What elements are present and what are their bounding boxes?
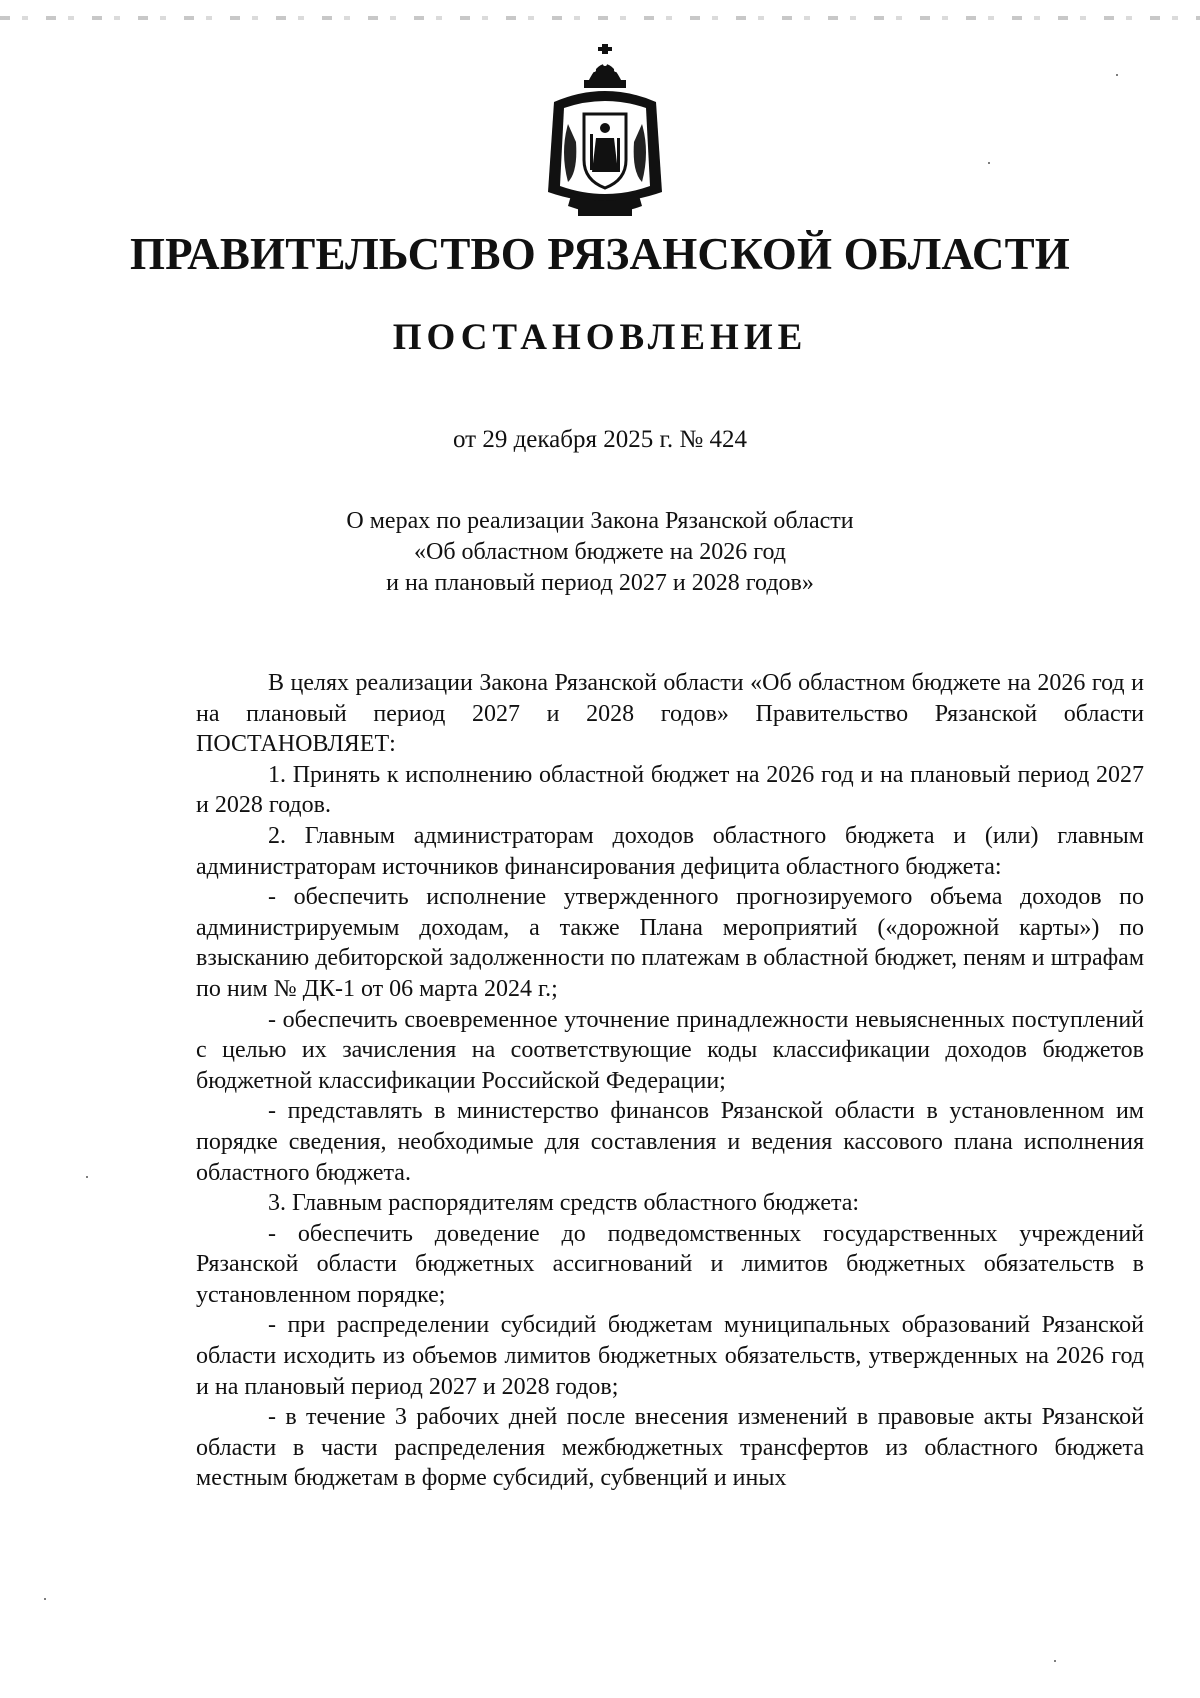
body-paragraph: - представлять в министерство финансов Рязанской области в установленном им порядке сведения, необходимые для составления и ведения кассового плана исполнения областного бюджета. (196, 1098, 1144, 1186)
scan-speck (86, 1176, 88, 1178)
document-subject (0, 506, 1200, 599)
scan-speck (44, 1598, 46, 1600)
body-paragraph: - обеспечить своевременное уточнение принадлежности невыясненных поступлений с целью их зачисления на соответствующие коды классификации доходов бюджетов бюджетной классификации Российской Федерации; (196, 1006, 1144, 1094)
subject-line: О мерах по реализации Закона Рязанской области (346, 508, 854, 534)
body-paragraph: - обеспечить исполнение утвержденного прогнозируемого объема доходов по администрируемым доходам, а также Плана мероприятий («дорожной карты») по взысканию дебиторской задолженности по платежам в областной бюджет, пеням и штрафам по ним № ДК-1 от 06 марта 2024 г.; (196, 884, 1144, 1002)
body-paragraph: В целях реализации Закона Рязанской области «Об областном бюджете на 2026 год и на плановый период 2027 и 2028 годов» Правительство Рязанской области ПОСТАНОВЛЯЕТ: (196, 670, 1144, 758)
body-paragraph: 3. Главным распорядителям средств областного бюджета: (268, 1190, 860, 1217)
body-paragraph: - при распределении субсидий бюджетам муниципальных образований Рязанской области исходить из объемов лимитов бюджетных обязательств, утвержденных на 2026 год и на плановый период 2027 и 2028 годов; (196, 1312, 1144, 1400)
scan-speck (1116, 74, 1118, 76)
document-type: ПОСТАНОВЛЕНИЕ (392, 317, 808, 358)
government-title: ПРАВИТЕЛЬСТВО РЯЗАНСКОЙ ОБЛАСТИ (129, 229, 1071, 279)
scan-speck (1054, 1660, 1056, 1662)
body-paragraph: 1. Принять к исполнению областной бюджет на 2026 год и на плановый период 2027 и 2028 годов. (196, 761, 1144, 819)
body-paragraph: 2. Главным администраторам доходов областного бюджета и (или) главным администраторам источников финансирования дефицита областного бюджета: (196, 822, 1144, 880)
scan-speck (988, 162, 990, 164)
scan-edge-noise (0, 16, 1200, 20)
document-date-number: от 29 декабря 2025 г. № 424 (452, 426, 748, 453)
subject-line: и на плановый период 2027 и 2028 годов» (386, 570, 814, 596)
body-paragraph: - в течение 3 рабочих дней после внесения изменений в правовые акты Рязанской области в части распределения межбюджетных трансфертов из областного бюджета местным бюджетам в форме субсидий, субвенций и иных (196, 1404, 1144, 1492)
coat-of-arms-icon (538, 42, 672, 220)
document-body (196, 668, 1144, 1494)
subject-line: «Об областном бюджете на 2026 год (414, 539, 786, 565)
body-paragraph: - обеспечить доведение до подведомственных государственных учреждений Рязанской области бюджетных ассигнований и лимитов бюджетных обязательств в установленном порядке; (196, 1220, 1144, 1308)
